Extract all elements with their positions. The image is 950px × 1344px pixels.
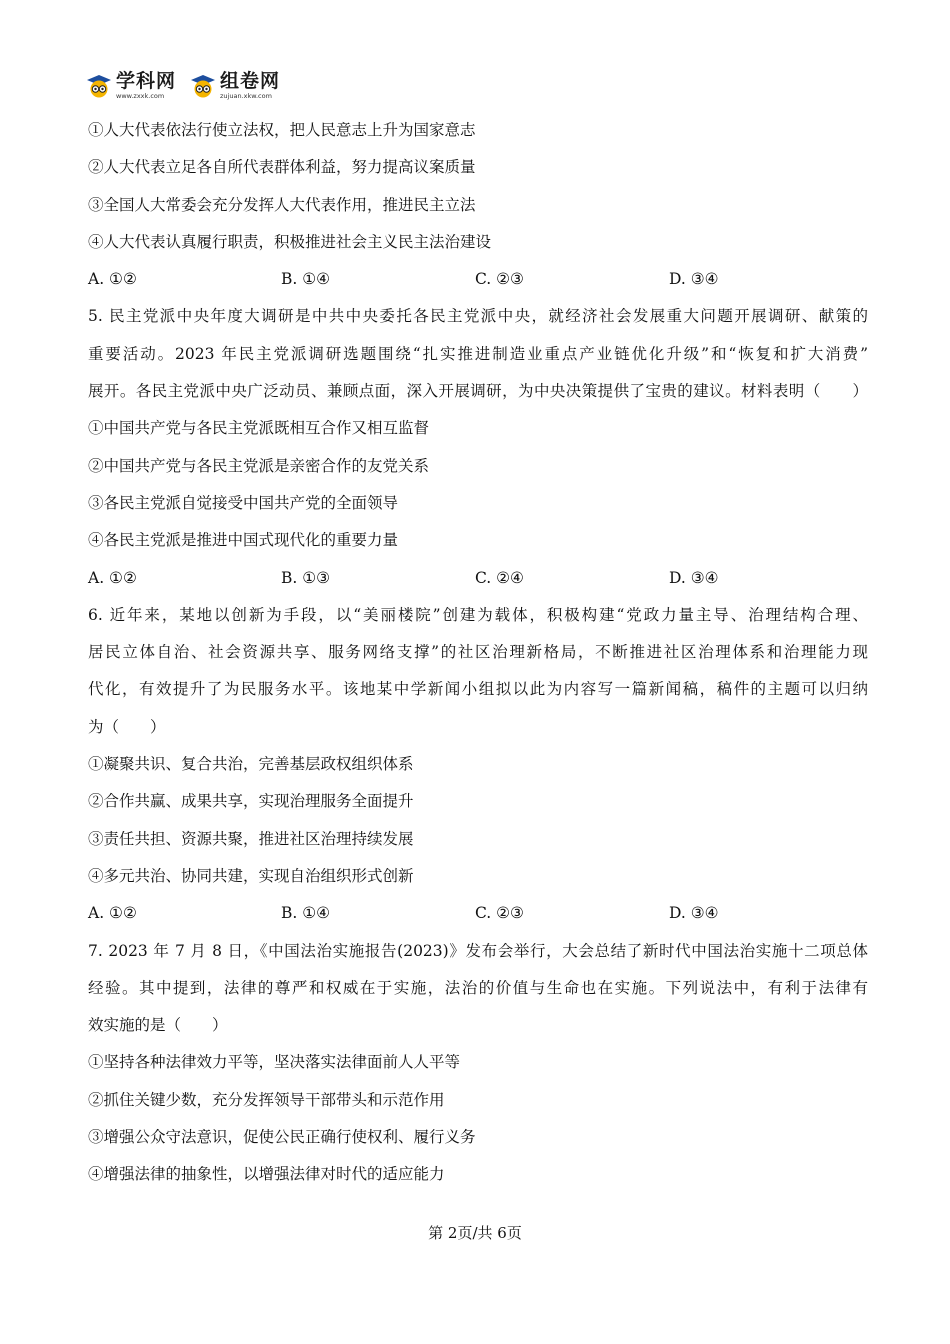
q5-item-2: ②中国共产党与各民主党派是亲密合作的友党关系 — [88, 456, 430, 475]
owl-mascot-icon — [86, 74, 112, 98]
zujuan-logo — [190, 72, 280, 100]
q5-item-3: ③各民主党派自觉接受中国共产党的全面领导 — [88, 493, 399, 512]
q7-stem-line-3: 效实施的是（ ） — [88, 1016, 228, 1035]
logo-title: 学科网 — [116, 70, 177, 92]
q6-option-b: B. ①④ — [281, 904, 331, 923]
q7-item-3: ③增强公众守法意识，促使公民正确行使权利、履行义务 — [88, 1128, 476, 1147]
q4-item-4: ④人大代表认真履行职责，积极推进社会主义民主法治建设 — [88, 232, 492, 251]
q5-options — [88, 560, 868, 597]
q4-item-2: ②人大代表立足各自所代表群体利益，努力提高议案质量 — [88, 158, 476, 177]
zxxk-logo — [86, 72, 176, 100]
q6-item-2: ②合作共赢、成果共享，实现治理服务全面提升 — [88, 792, 414, 811]
q4-option-b: B. ①④ — [281, 270, 331, 289]
q6-stem-line-2: 居民立体自治、社会资源共享、服务网络支撑”的社区治理新格局，不断推进社区治理体系和治理能力现 — [88, 643, 868, 662]
q4-option-c: C. ②③ — [475, 270, 524, 289]
page-content — [88, 112, 868, 1194]
q7-stem-line-1: 7. 2023 年 7 月 8 日，《中国法治实施报告(2023)》发布会举行，大会总结了新时代中国法治实施十二项总体 — [88, 941, 868, 960]
q5-option-b: B. ①③ — [281, 568, 331, 587]
q6-stem-line-4: 为（ ） — [88, 717, 166, 736]
q5-stem-line-3: 展开。各民主党派中央广泛动员、兼顾点面，深入开展调研，为中央决策提供了宝贵的建议。材料表明（ ） — [88, 382, 868, 401]
q4-option-d: D. ③④ — [669, 270, 719, 289]
q5-stem-line-1: 5. 民主党派中央年度大调研是中共中央委托各民主党派中央，就经济社会发展重大问题开展调研、献策的 — [88, 307, 868, 326]
q6-option-d: D. ③④ — [669, 904, 719, 923]
logo-title: 组卷网 — [220, 70, 281, 92]
q6-item-3: ③责任共担、资源共聚，推进社区治理持续发展 — [88, 829, 414, 848]
q6-options — [88, 895, 868, 932]
q4-options — [88, 261, 868, 298]
q5-stem-line-2: 重要活动。2023 年民主党派调研选题围绕“扎实推进制造业重点产业链优化升级”和“恢复和扩大消费” — [88, 344, 868, 363]
logo-url: zujuan.xkw.com — [220, 92, 272, 100]
q7-stem-line-2: 经验。其中提到，法律的尊严和权威在于实施，法治的价值与生命也在实施。下列说法中，有利于法律有 — [88, 978, 868, 997]
q7-item-4: ④增强法律的抽象性，以增强法律对时代的适应能力 — [88, 1165, 445, 1184]
logo-url: www.zxxk.com — [116, 92, 165, 100]
q6-item-4: ④多元共治、协同共建，实现自治组织形式创新 — [88, 866, 414, 885]
q6-item-1: ①凝聚共识、复合共治，完善基层政权组织体系 — [88, 755, 414, 774]
page-number: 第 2页/共 6页 — [428, 1224, 522, 1242]
q5-item-4: ④各民主党派是推进中国式现代化的重要力量 — [88, 531, 399, 550]
q4-option-a: A. ①② — [88, 270, 137, 289]
q7-item-1: ①坚持各种法律效力平等，坚决落实法律面前人人平等 — [88, 1053, 461, 1072]
header-logos — [86, 72, 280, 100]
q5-item-1: ①中国共产党与各民主党派既相互合作又相互监督 — [88, 419, 430, 438]
q6-option-c: C. ②③ — [475, 904, 524, 923]
q5-option-c: C. ②④ — [475, 568, 524, 587]
q6-stem-line-3: 代化，有效提升了为民服务水平。该地某中学新闻小组拟以此为内容写一篇新闻稿，稿件的主题可以归纳 — [88, 680, 868, 699]
q7-item-2: ②抓住关键少数，充分发挥领导干部带头和示范作用 — [88, 1090, 445, 1109]
q5-option-a: A. ①② — [88, 568, 137, 587]
q4-item-1: ①人大代表依法行使立法权，把人民意志上升为国家意志 — [88, 121, 476, 139]
q6-option-a: A. ①② — [88, 904, 137, 923]
q4-item-3: ③全国人大常委会充分发挥人大代表作用，推进民主立法 — [88, 195, 476, 214]
owl-mascot-icon — [190, 74, 216, 98]
q6-stem-line-1: 6. 近年来，某地以创新为手段，以“美丽楼院”创建为载体，积极构建“党政力量主导、治理结构合理、 — [88, 605, 868, 624]
q5-option-d: D. ③④ — [669, 568, 719, 587]
